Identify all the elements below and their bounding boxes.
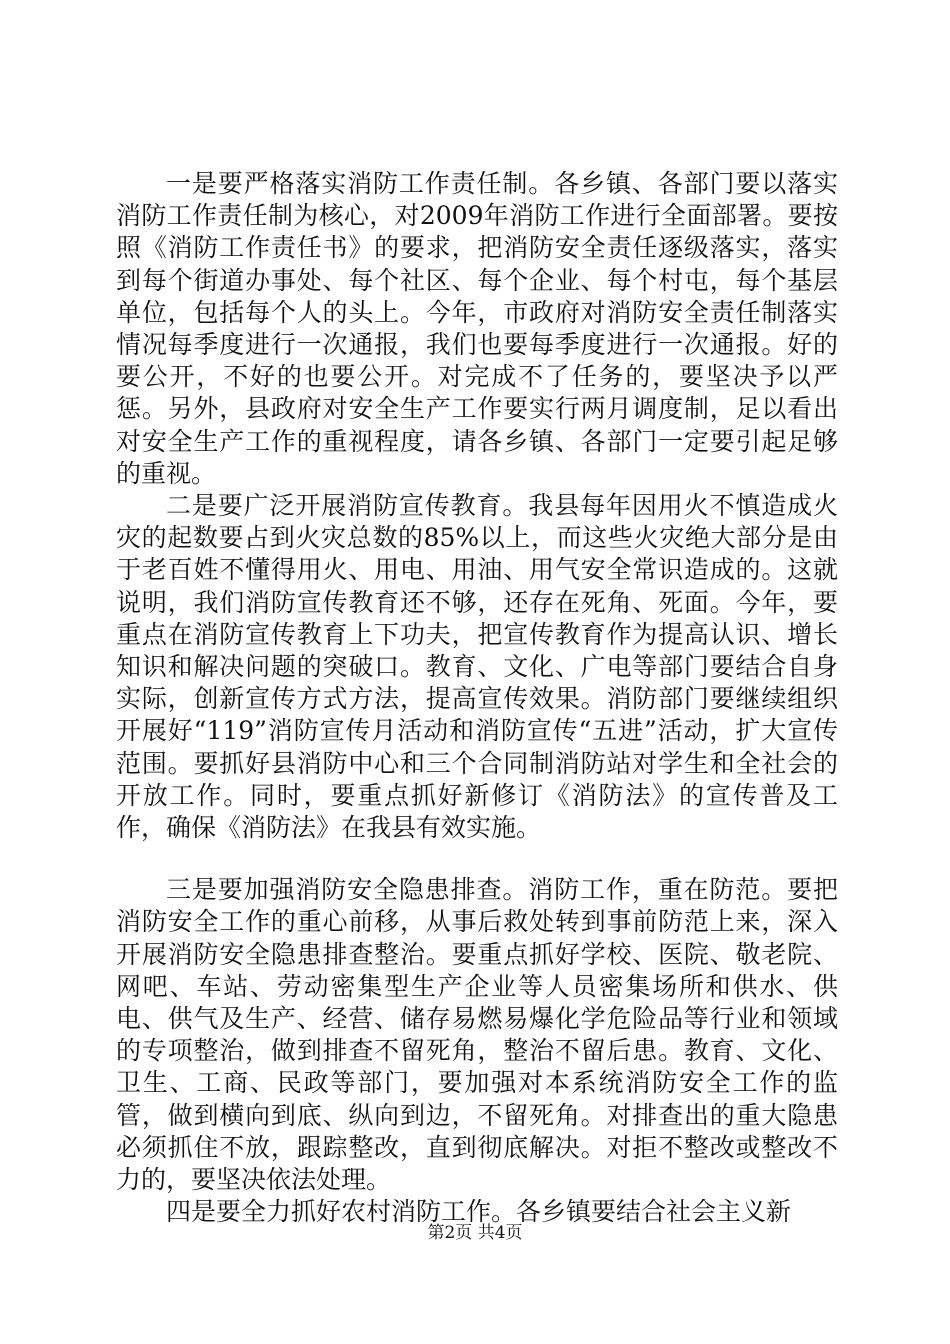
page-footer: 第2页 共4页 [427,1223,523,1243]
paragraph-2: 二是要广泛开展消防宣传教育。我县每年因用火不慎造成火灾的起数要占到火灾总数的85%以上，而这些火灾绝大部分是由于老百姓不懂得用火、用电、用油、用气安全常识造成的。这就说明，我们消防宣传教育还不够，还存在死角、死面。今年，要重点在消防宣传教育上下功夫，把宣传教育作为提高认识、增长知识和解决问题的突破口。教育、文化、广电等部门要结合自身实际，创新宣传方式方法，提高宣传效果。消防部门要继续组织开展好“119”消防宣传月活动和消防宣传“五进”活动，扩大宣传范围。要抓好县消防中心和三个合同制消防站对学生和全社会的开放工作。同时，要重点抓好新修订《消防法》的宣传普及工作，确保《消防法》在我县有效实施。 [116,491,838,843]
document-body [116,168,838,1229]
paragraph-1: 一是要严格落实消防工作责任制。各乡镇、各部门要以落实消防工作责任制为核心，对2009年消防工作进行全面部署。要按照《消防工作责任书》的要求，把消防安全责任逐级落实，落实到每个街道办事处、每个社区、每个企业、每个村屯，每个基层单位，包括每个人的头上。今年，市政府对消防安全责任制落实情况每季度进行一次通报，我们也要每季度进行一次通报。好的要公开，不好的也要公开。对完成不了任务的，要坚决予以严惩。另外，县政府对安全生产工作要实行两月调度制，足以看出对安全生产工作的重视程度，请各乡镇、各部门一定要引起足够的重视。 [116,169,838,488]
paragraph-3: 三是要加强消防安全隐患排查。消防工作，重在防范。要把消防安全工作的重心前移，从事后救处转到事前防范上来，深入开展消防安全隐患排查整治。要重点抓好学校、医院、敬老院、网吧、车站、劳动密集型生产企业等人员密集场所和供水、供电、供气及生产、经营、储存易燃易爆化学危险品等行业和领域的专项整治，做到排查不留死角，整治不留后患。教育、文化、卫生、工商、民政等部门，要加强对本系统消防安全工作的监管，做到横向到底、纵向到边，不留死角。对排查出的重大隐患必须抓住不放，跟踪整改，直到彻底解决。对拒不整改或整改不力的，要坚决依法处理。 [116,875,838,1195]
paragraph-4: 四是要全力抓好农村消防工作。各乡镇要结合社会主义新 [166,1197,792,1227]
